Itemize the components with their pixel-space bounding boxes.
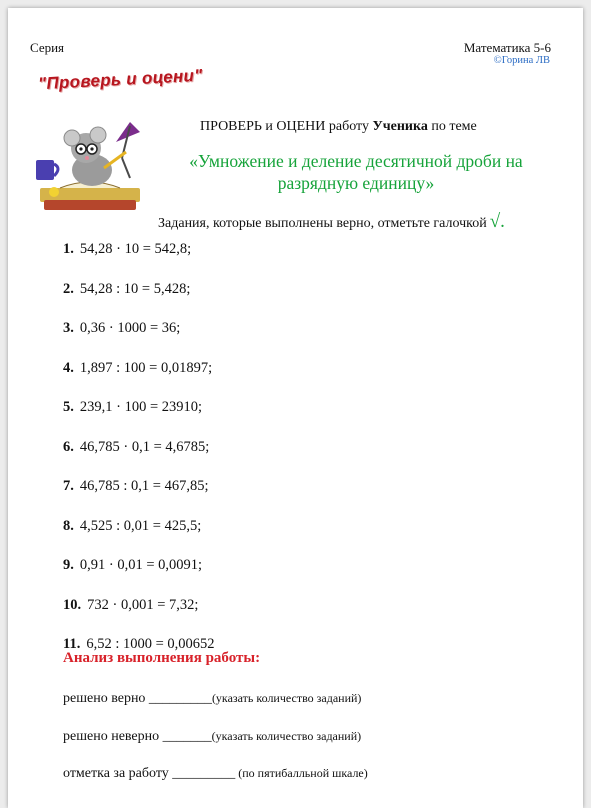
task-number: 10. — [63, 596, 82, 613]
instruction-line — [158, 211, 505, 233]
grade-label: отметка за работу _________ — [63, 766, 236, 781]
instruction-text: Задания, которые выполнены верно, отметьте галочкой — [158, 216, 487, 231]
task-item[interactable] — [63, 313, 215, 353]
task-expression: 54,28 · 10 = 542,8; — [79, 241, 192, 257]
task-item[interactable] — [63, 432, 215, 472]
correct-count-label: решено верно _________ — [63, 691, 212, 706]
task-number: 3. — [63, 320, 74, 336]
task-number: 5. — [63, 399, 74, 415]
task-expression: 0,91 · 0,01 = 0,0091; — [79, 557, 203, 573]
task-list — [63, 234, 215, 669]
task-number: 11. — [63, 636, 81, 652]
intro-text — [200, 119, 477, 135]
analysis-title: Анализ выполнения работы: — [63, 650, 261, 666]
task-number: 8. — [63, 517, 74, 534]
incorrect-count-row[interactable] — [63, 729, 361, 745]
checkmark-icon: √. — [489, 211, 505, 232]
task-expression: 1,897 : 100 = 0,01897; — [79, 359, 213, 376]
intro-student: Ученика — [372, 119, 428, 134]
task-expression: 46,785 : 0,1 = 467,85; — [79, 478, 209, 494]
task-expression: 6,52 : 1000 = 0,00652 — [86, 636, 215, 652]
task-item[interactable] — [63, 471, 215, 511]
task-item[interactable] — [63, 392, 215, 432]
task-expression: 239,1 · 100 = 23910; — [79, 399, 203, 415]
task-item[interactable] — [63, 511, 215, 551]
task-number: 4. — [63, 359, 74, 376]
incorrect-count-note: (указать количество заданий) — [211, 729, 362, 743]
author-label: ©Горина ЛВ — [493, 55, 550, 66]
incorrect-count-label: решено неверно _______ — [63, 729, 212, 744]
correct-count-row[interactable] — [63, 691, 361, 707]
intro-prefix: ПРОВЕРЬ и ОЦЕНИ работу — [200, 119, 373, 134]
lesson-topic: «Умножение и деление десятичной дроби на разрядную единицу» — [189, 151, 523, 193]
task-expression: 4,525 : 0,01 = 425,5; — [79, 517, 202, 534]
check-and-grade-title: "Проверь и оцени" — [37, 65, 204, 94]
task-item[interactable] — [63, 353, 215, 393]
task-item[interactable] — [63, 234, 215, 274]
correct-count-note: (указать количество заданий) — [211, 691, 362, 705]
study-mouse-illustration-icon — [30, 108, 150, 218]
task-expression: 54,28 : 10 = 5,428; — [79, 280, 191, 297]
task-number: 2. — [63, 280, 74, 297]
series-label: Серия — [30, 40, 65, 55]
task-item[interactable] — [63, 590, 215, 630]
grade-note: (по пятибалльной шкале) — [235, 766, 368, 780]
subject-label: Математика 5-6 — [463, 40, 551, 55]
task-expression: 46,785 · 0,1 = 4,6785; — [79, 438, 210, 455]
task-expression: 0,36 · 1000 = 36; — [79, 320, 181, 336]
task-number: 7. — [63, 478, 74, 494]
task-number: 1. — [63, 241, 74, 257]
intro-suffix: по теме — [427, 119, 477, 134]
grade-row[interactable] — [63, 766, 368, 782]
task-number: 9. — [63, 557, 74, 573]
task-number: 6. — [63, 438, 74, 455]
worksheet-page — [8, 8, 583, 808]
task-expression: 732 · 0,001 = 7,32; — [87, 596, 199, 613]
task-item[interactable] — [63, 550, 215, 590]
task-item[interactable] — [63, 274, 215, 314]
